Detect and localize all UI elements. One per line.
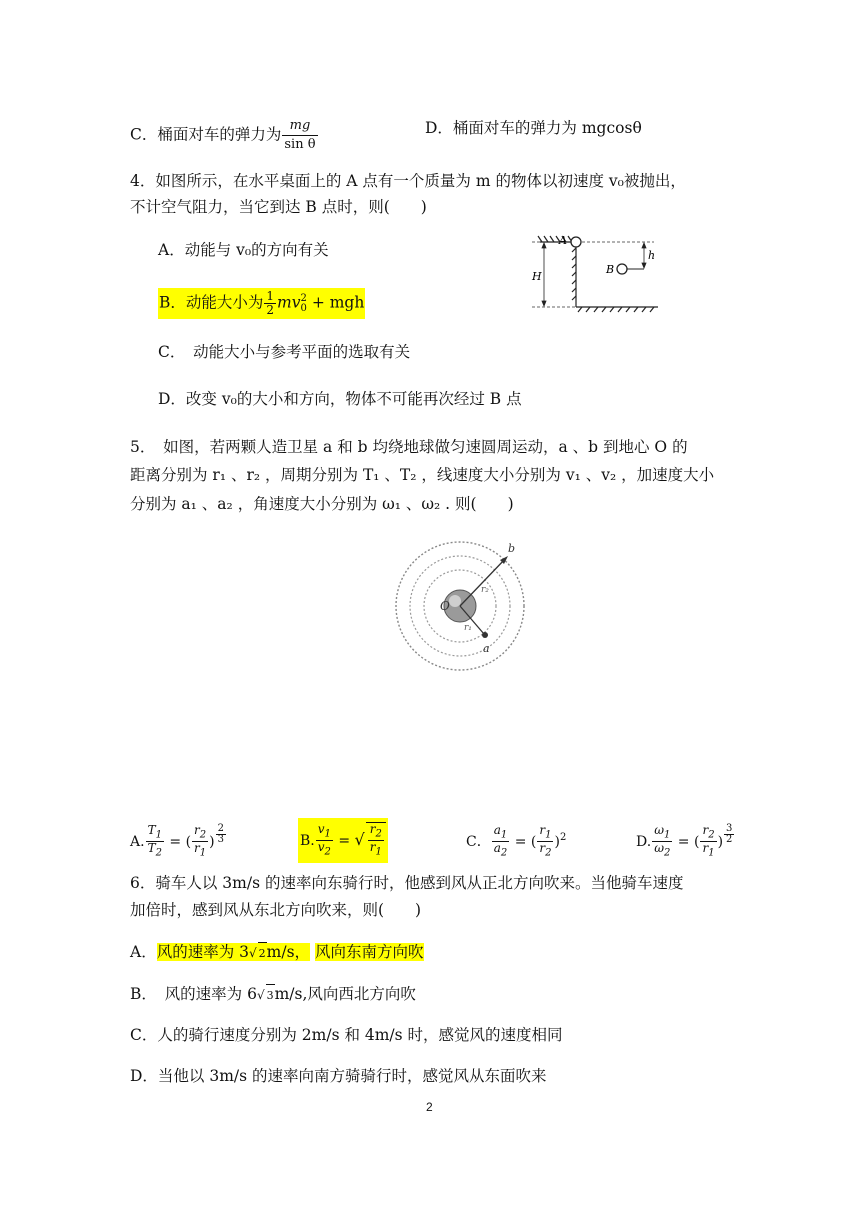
q5-option-d: D. $\frac{\omega_1}{\omega_2}$ = ( $\frac{r_2}{r_1}$ ) $\frac{3}{2}$ bbox=[636, 823, 733, 859]
q5-a-lhs: $\frac{T_1}{T_2}$ bbox=[147, 823, 162, 859]
earth-highlight bbox=[449, 595, 461, 607]
q5-stem-line2: 距离分别为 r₁ 、r₂ ，周期分别为 T₁ 、T₂ ，线速度大小分别为 v₁ 、v₂ ，加速度大小 bbox=[130, 466, 715, 484]
q5-c-lhs: $\frac{a_1}{a_2}$ bbox=[493, 823, 508, 859]
q5-option-a: A. $\frac{T_1}{T_2}$ = ( $\frac{r_2}{r_1}$ ) $\frac{2}{3}$ bbox=[130, 823, 225, 859]
q4-b-mv: mv bbox=[277, 293, 301, 312]
q3-c-den: sin θ bbox=[284, 137, 316, 152]
q6-b-text: B． 风的速率为 6 bbox=[130, 985, 257, 1003]
q6-a-highlight-1: 风的速率为 3√ 2m/s， bbox=[157, 943, 310, 961]
q5-orbit-figure bbox=[388, 530, 530, 678]
satellite-a bbox=[482, 632, 488, 638]
q5-d-lhs: $\frac{\omega_1}{\omega_2}$ bbox=[654, 823, 671, 859]
q5-b-lhs: $\frac{v_1}{v_2}$ bbox=[317, 822, 331, 858]
q4-b-num: 1 bbox=[266, 289, 275, 303]
q4-b-fraction bbox=[264, 290, 276, 317]
q6-a-label: A． bbox=[130, 943, 157, 961]
q6-a-unit: m/s， bbox=[266, 943, 311, 961]
q6-stem-line2: 加倍时，感到风从东北方向吹来，则( ) bbox=[130, 901, 422, 919]
q4-b-exponent: 2 0 bbox=[300, 292, 307, 314]
q5-c-label: C． bbox=[466, 833, 491, 850]
q6-b-sqrt: 3 bbox=[266, 984, 275, 1007]
q5-a-rhs: $\frac{r_2}{r_1}$ bbox=[194, 823, 207, 859]
q4-option-b-highlight bbox=[158, 288, 365, 319]
q5-d-exponent: $\frac{3}{2}$ bbox=[726, 823, 733, 845]
q5-c-rhs: $\frac{r_1}{r_2}$ bbox=[539, 823, 552, 859]
q6-option-d: D．当他以 3m/s 的速率向南方骑骑行时，感觉风从东面吹来 bbox=[130, 1067, 547, 1085]
q5-option-b-highlight: B. $\frac{v_1}{v_2}$ = √ $\frac{r_2}{r_1}$ bbox=[298, 818, 388, 863]
q4-label-A: A bbox=[559, 234, 567, 247]
q4-stem-line2: 不计空气阻力，当它到达 B 点时，则( ) bbox=[130, 198, 427, 216]
label-b: b bbox=[508, 542, 516, 555]
page-number: 2 bbox=[426, 1100, 433, 1114]
label-r2: r₂ bbox=[481, 585, 489, 595]
q4-label-h: h bbox=[648, 249, 656, 262]
q6-b-tail: m/s,风向西北方向吹 bbox=[274, 985, 416, 1003]
q3-option-c-text: C．桶面对车的弹力为 bbox=[130, 125, 282, 144]
q4-stem-line1: 4．如图所示，在水平桌面上的 A 点有一个质量为 m 的物体以初速度 v₀被抛出， bbox=[130, 172, 686, 190]
q3-option-c-fraction bbox=[282, 117, 317, 154]
q4-h-dimension bbox=[642, 243, 646, 268]
q5-d-label: D. bbox=[636, 833, 652, 850]
label-r1: r₁ bbox=[464, 623, 472, 633]
q6-stem-line1: 6．骑车人以 3m/s 的速率向东骑行时，他感到风从正北方向吹来。当他骑车速度 bbox=[130, 874, 684, 892]
q5-a-exponent: $\frac{2}{3}$ bbox=[217, 823, 225, 845]
q4-option-b bbox=[158, 288, 365, 319]
q5-stem-line1: 5． 如图，若两颗人造卫星 a 和 b 均绕地球做匀速圆周运动，a 、b 到地心 O 的 bbox=[130, 438, 688, 456]
q4-option-d: D．改变 v₀的大小和方向，物体不可能再次经过 B 点 bbox=[158, 390, 522, 408]
q6-a-sqrt: 2 bbox=[258, 942, 267, 965]
q5-option-c: C． $\frac{a_1}{a_2}$ = ( $\frac{r_1}{r_2}$ )$^2$ bbox=[466, 823, 567, 859]
label-O: O bbox=[440, 599, 450, 613]
q4-ground bbox=[576, 307, 658, 312]
q6-option-a bbox=[130, 941, 424, 965]
q6-option-b: B． 风的速率为 6√ 3m/s,风向西北方向吹 bbox=[130, 983, 416, 1007]
q4-dashed-lines bbox=[532, 242, 654, 307]
q4-wall bbox=[572, 242, 576, 307]
q5-option-b bbox=[298, 818, 388, 863]
q4-b-den: 2 bbox=[266, 303, 275, 317]
q4-figure bbox=[526, 232, 666, 314]
q6-option-c: C．人的骑行速度分别为 2m/s 和 4m/s 时，感觉风的速度相同 bbox=[130, 1026, 563, 1044]
q5-a-label: A. bbox=[130, 833, 145, 850]
q6-a-speed: 风的速率为 3 bbox=[156, 943, 249, 961]
q4-label-B: B bbox=[606, 263, 615, 276]
q3-option-c bbox=[130, 117, 319, 154]
q3-option-d: D．桶面对车的弹力为 mgcosθ bbox=[425, 119, 642, 137]
q5-d-rhs: $\frac{r_2}{r_1}$ bbox=[702, 823, 715, 859]
q4-option-a: A．动能与 v₀的方向有关 bbox=[158, 241, 329, 259]
q4-b-prefix: B．动能大小为 bbox=[159, 293, 264, 312]
q6-a-direction: 向东南方向吹 bbox=[330, 943, 424, 961]
label-a: a bbox=[483, 642, 490, 655]
q6-a-wind: 风 bbox=[314, 943, 331, 961]
q5-stem-line3: 分别为 a₁ 、a₂ ，角速度大小分别为 ω₁ 、ω₂ . 则( ) bbox=[130, 495, 514, 513]
q5-b-sqrt: $\frac{r_2}{r_1}$ bbox=[366, 822, 386, 859]
q3-c-num: mg bbox=[282, 117, 317, 136]
q4-ball-B bbox=[617, 264, 627, 274]
r2-arrow bbox=[460, 558, 506, 606]
q4-ball-A bbox=[571, 237, 581, 247]
q4-H-dimension bbox=[542, 243, 546, 306]
q4-b-end: + mgh bbox=[306, 293, 365, 312]
q4-label-H: H bbox=[532, 270, 542, 283]
q5-b-label: B. bbox=[300, 832, 315, 849]
q4-option-c: C． 动能大小与参考平面的选取有关 bbox=[158, 343, 411, 361]
